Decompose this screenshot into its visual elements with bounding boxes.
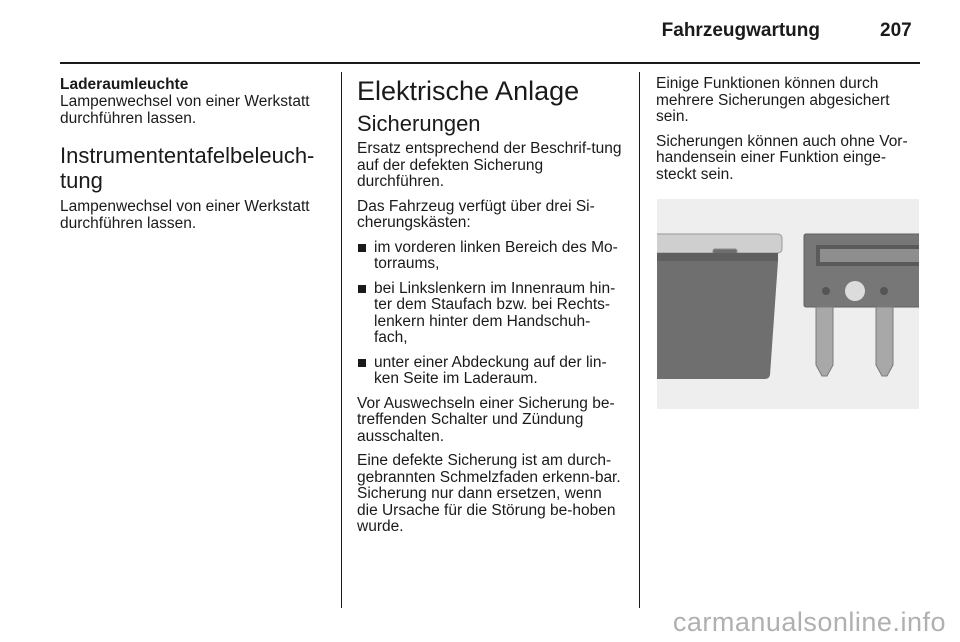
column-right	[656, 76, 922, 191]
bullet-square-icon	[358, 359, 366, 367]
fuse-icon	[657, 199, 919, 409]
paragraph: Sicherungen können auch ohne Vor-handensein einer Funktion einge-steckt sein.	[656, 132, 908, 183]
paragraph: Das Fahrzeug verfügt über drei Si-cherungskästen:	[357, 197, 595, 231]
paragraph: Lampenwechsel von einer Werkstatt durchführen lassen.	[60, 198, 310, 232]
paragraph: Lampenwechsel von einer Werkstatt durchführen lassen.	[60, 93, 310, 127]
header-rule	[60, 62, 920, 64]
column-left	[60, 76, 328, 240]
paragraph: Ersatz entsprechend der Beschrif-tung auf der defekten Sicherung durchführen.	[357, 140, 622, 190]
section-heading-sicherungen: Sicherungen	[357, 111, 481, 136]
fuse-illustration	[657, 199, 919, 409]
fuse-box-list	[357, 240, 623, 388]
page-number: 207	[880, 20, 912, 41]
list-item: im vorderen linken Bereich des Mo-torraums,	[357, 240, 623, 273]
paragraph: Eine defekte Sicherung ist am durch-gebrannten Schmelzfaden erkenn-bar. Sicherung nur dann ersetzen, wenn die Ursache für die Störung be-hoben wurde.	[357, 452, 621, 535]
running-header-title: Fahrzeugwartung	[661, 20, 820, 41]
list-item: bei Linkslenkern im Innenraum hin-ter dem Staufach bzw. bei Rechts-lenkern hinter dem Handschuh-fach,	[357, 281, 623, 347]
column-middle	[357, 76, 623, 544]
paragraph: Vor Auswechseln einer Sicherung be-treffenden Schalter und Zündung ausschalten.	[357, 394, 615, 445]
bullet-square-icon	[358, 285, 366, 293]
paragraph: Einige Funktionen können durch mehrere Sicherungen abgesichert sein.	[656, 75, 890, 125]
section-heading-instrumententafelbeleuchtung: Instrumententafelbeleuch-tung	[60, 143, 315, 193]
chapter-title: Elektrische Anlage	[357, 76, 580, 106]
section-heading-laderaumleuchte: Laderaumleuchte	[60, 76, 189, 93]
list-item: unter einer Abdeckung auf der lin-ken Seite im Laderaum.	[357, 355, 623, 388]
column-divider	[341, 72, 342, 608]
watermark: carmanualsonline.info	[672, 607, 946, 637]
bullet-square-icon	[358, 244, 366, 252]
column-divider	[639, 72, 640, 608]
